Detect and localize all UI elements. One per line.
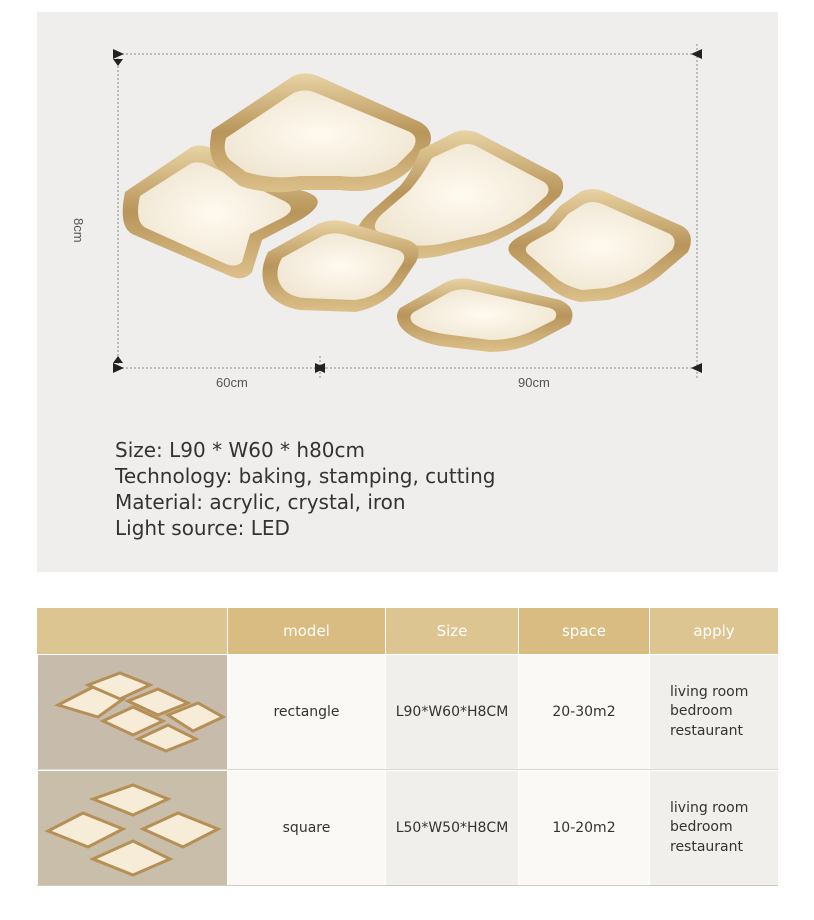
row-divider	[37, 769, 778, 770]
ceiling-light-rectangle-image	[38, 655, 227, 769]
row2-apply-item: restaurant	[670, 838, 743, 855]
row1-apply-item: living room	[670, 683, 749, 700]
row2-apply	[650, 771, 778, 885]
row2-apply-item: bedroom	[670, 819, 733, 836]
model-table	[37, 608, 778, 886]
row2-space: 10-20m2	[519, 771, 649, 885]
row1-apply	[650, 655, 778, 769]
row1-apply-item: restaurant	[670, 722, 743, 739]
ceiling-light-square-image	[38, 771, 227, 885]
header-apply: apply	[650, 608, 778, 654]
spec-size: Size: L90 * W60 * h80cm	[115, 438, 365, 462]
row2-size: L50*W50*H8CM	[386, 771, 518, 885]
spec-material: Material: acrylic, crystal, iron	[115, 490, 406, 514]
row2-model: square	[228, 771, 385, 885]
header-image-column	[37, 608, 227, 654]
row2-apply-item: living room	[670, 799, 749, 816]
row1-size: L90*W60*H8CM	[386, 655, 518, 769]
spec-technology: Technology: baking, stamping, cutting	[115, 464, 496, 488]
header-size: Size	[386, 608, 518, 654]
row1-space: 20-30m2	[519, 655, 649, 769]
row1-apply-item: bedroom	[670, 703, 733, 720]
header-model: model	[228, 608, 385, 654]
table-bottom-border	[37, 885, 778, 886]
width-dimension-label: 60cm	[216, 375, 248, 390]
row1-model: rectangle	[228, 655, 385, 769]
length-dimension-label: 90cm	[518, 375, 550, 390]
ceiling-lamp-drawing	[123, 73, 691, 352]
height-dimension-label: 8cm	[71, 218, 86, 243]
spec-light-source: Light source: LED	[115, 516, 290, 540]
spec-list	[115, 437, 495, 541]
header-space: space	[519, 608, 649, 654]
